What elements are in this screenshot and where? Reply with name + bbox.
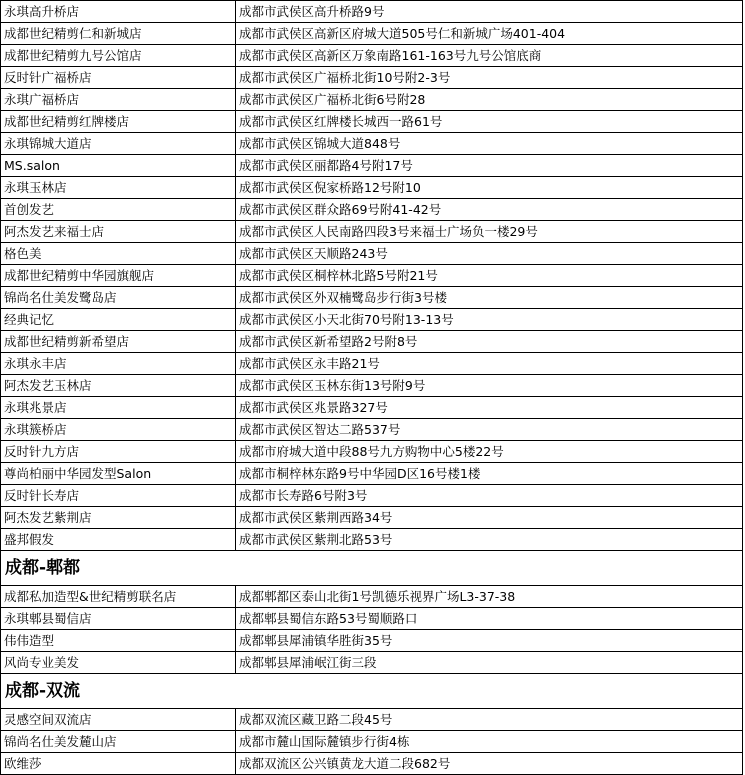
table-row	[1, 243, 743, 265]
store-address-cell: 成都市武侯区高升桥路9号	[236, 1, 743, 22]
store-name-cell: 灵感空间双流店	[1, 709, 236, 730]
store-name-cell: 欧维莎	[1, 753, 236, 774]
store-address-cell: 成都市武侯区智达二路537号	[236, 419, 743, 440]
table-row	[1, 709, 743, 731]
store-name-cell: 格色美	[1, 243, 236, 264]
store-name-cell: 反时针广福桥店	[1, 67, 236, 88]
table-row	[1, 529, 743, 551]
store-address-cell: 成都市武侯区紫荆北路53号	[236, 529, 743, 550]
table-row	[1, 45, 743, 67]
table-row	[1, 485, 743, 507]
store-address-cell: 成都市长寿路6号附3号	[236, 485, 743, 506]
table-row	[1, 731, 743, 753]
store-name-cell: 永琪广福桥店	[1, 89, 236, 110]
store-address-cell: 成都市武侯区广福桥北街6号附28	[236, 89, 743, 110]
store-address-cell: 成都市武侯区人民南路四段3号来福士广场负一楼29号	[236, 221, 743, 242]
store-address-cell: 成都市府城大道中段88号九方购物中心5楼22号	[236, 441, 743, 462]
table-row	[1, 133, 743, 155]
table-row	[1, 463, 743, 485]
store-address-cell: 成都双流区藏卫路二段45号	[236, 709, 743, 730]
store-address-cell: 成都市武侯区广福桥北街10号附2-3号	[236, 67, 743, 88]
table-row	[1, 397, 743, 419]
store-name-cell: 阿杰发艺紫荆店	[1, 507, 236, 528]
store-name-cell: 反时针九方店	[1, 441, 236, 462]
table-row	[1, 111, 743, 133]
store-address-cell: 成都市武侯区高新区万象南路161-163号九号公馆底商	[236, 45, 743, 66]
store-name-cell: 尊尚柏丽中华园发型Salon	[1, 463, 236, 484]
store-address-cell: 成都市麓山国际麓镇步行街4栋	[236, 731, 743, 752]
table-row	[1, 652, 743, 674]
store-name-cell: 成都世纪精剪红牌楼店	[1, 111, 236, 132]
store-address-cell: 成都市武侯区外双楠鹭岛步行街3号楼	[236, 287, 743, 308]
table-row	[1, 287, 743, 309]
store-name-cell: MS.salon	[1, 155, 236, 176]
store-address-cell: 成都郫县犀浦岷江街三段	[236, 652, 743, 673]
table-row	[1, 441, 743, 463]
store-address-cell: 成都市武侯区新希望路2号附8号	[236, 331, 743, 352]
table-row	[1, 67, 743, 89]
store-address-cell: 成都市武侯区倪家桥路12号附10	[236, 177, 743, 198]
store-address-cell: 成都市武侯区小天北街70号附13-13号	[236, 309, 743, 330]
store-address-cell: 成都市武侯区锦城大道848号	[236, 133, 743, 154]
store-address-cell: 成都市武侯区永丰路21号	[236, 353, 743, 374]
store-name-cell: 反时针长寿店	[1, 485, 236, 506]
table-row	[1, 155, 743, 177]
store-address-cell: 成都市武侯区玉林东街13号附9号	[236, 375, 743, 396]
store-address-cell: 成都市武侯区紫荆西路34号	[236, 507, 743, 528]
store-name-cell: 永琪锦城大道店	[1, 133, 236, 154]
store-name-cell: 锦尚名仕美发鹭岛店	[1, 287, 236, 308]
table-row	[1, 199, 743, 221]
region-header	[1, 674, 743, 709]
table-row	[1, 353, 743, 375]
store-address-cell: 成都市武侯区桐梓林北路5号附21号	[236, 265, 743, 286]
store-name-cell: 永琪兆景店	[1, 397, 236, 418]
store-name-cell: 永琪郫县蜀信店	[1, 608, 236, 629]
store-name-cell: 阿杰发艺来福士店	[1, 221, 236, 242]
table-row	[1, 586, 743, 608]
store-name-cell: 成都世纪精剪中华园旗舰店	[1, 265, 236, 286]
table-row	[1, 23, 743, 45]
store-name-cell: 成都私加造型&世纪精剪联名店	[1, 586, 236, 607]
table-row	[1, 375, 743, 397]
store-address-cell: 成都市武侯区高新区府城大道505号仁和新城广场401-404	[236, 23, 743, 44]
store-address-cell: 成都市武侯区群众路69号附41-42号	[236, 199, 743, 220]
store-name-cell: 经典记忆	[1, 309, 236, 330]
table-row	[1, 309, 743, 331]
table-row	[1, 265, 743, 287]
store-address-cell: 成都市武侯区红牌楼长城西一路61号	[236, 111, 743, 132]
store-name-cell: 永琪永丰店	[1, 353, 236, 374]
table-row	[1, 89, 743, 111]
table-row	[1, 1, 743, 23]
table-row	[1, 331, 743, 353]
table-row	[1, 630, 743, 652]
store-address-cell: 成都市桐梓林东路9号中华园D区16号楼1楼	[236, 463, 743, 484]
region-title: 成都-双流	[5, 681, 81, 701]
table-row	[1, 177, 743, 199]
region-title: 成都-郫都	[5, 558, 81, 578]
store-address-cell: 成都双流区公兴镇黄龙大道二段682号	[236, 753, 743, 774]
store-name-cell: 锦尚名仕美发麓山店	[1, 731, 236, 752]
store-name-cell: 盛邦假发	[1, 529, 236, 550]
store-name-cell: 风尚专业美发	[1, 652, 236, 673]
store-name-cell: 阿杰发艺玉林店	[1, 375, 236, 396]
store-name-cell: 成都世纪精剪九号公馆店	[1, 45, 236, 66]
store-name-cell: 伟伟造型	[1, 630, 236, 651]
store-name-cell: 成都世纪精剪新希望店	[1, 331, 236, 352]
table-row	[1, 507, 743, 529]
region-header	[1, 551, 743, 586]
table-row	[1, 221, 743, 243]
store-name-cell: 永琪高升桥店	[1, 1, 236, 22]
store-address-cell: 成都市武侯区天顺路243号	[236, 243, 743, 264]
store-name-cell: 永琪玉林店	[1, 177, 236, 198]
table-row	[1, 419, 743, 441]
table-row	[1, 608, 743, 630]
store-address-cell: 成都郫县犀浦镇华胜街35号	[236, 630, 743, 651]
store-name-cell: 永琪簇桥店	[1, 419, 236, 440]
store-address-cell: 成都郫县蜀信东路53号蜀顺路口	[236, 608, 743, 629]
store-name-cell: 首创发艺	[1, 199, 236, 220]
store-address-cell: 成都市武侯区丽都路4号附17号	[236, 155, 743, 176]
store-address-cell: 成都郫都区泰山北街1号凯德乐视界广场L3-37-38	[236, 586, 743, 607]
store-address-cell: 成都市武侯区兆景路327号	[236, 397, 743, 418]
store-name-cell: 成都世纪精剪仁和新城店	[1, 23, 236, 44]
